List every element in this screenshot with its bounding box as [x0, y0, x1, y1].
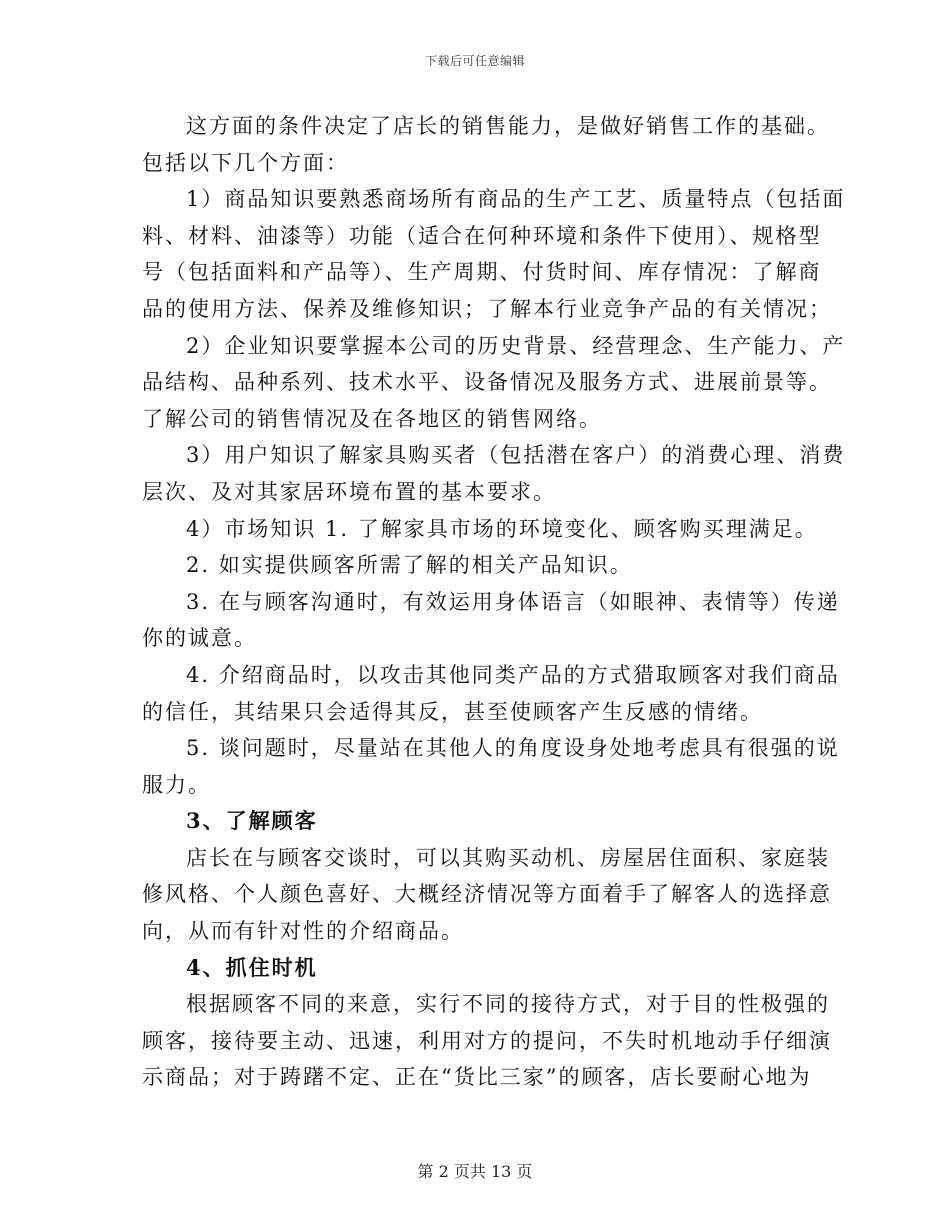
paragraph-line: 根据顾客不同的来意，实行不同的接待方式，对于目的性极强的: [186, 992, 830, 1017]
list-item-line: 4）市场知识 1. 了解家具市场的环境变化、顾客购买理满足。: [186, 516, 818, 541]
list-item-line: 层次、及对其家居环境布置的基本要求。: [142, 479, 556, 504]
page-header: 下载后可任意编辑: [424, 54, 525, 68]
section-heading: 4、抓住时机: [186, 954, 318, 980]
paragraph-line: 这方面的条件决定了店长的销售能力，是做好销售工作的基础。: [186, 114, 830, 138]
list-item-line: 品结构、品种系列、技术水平、设备情况及服务方式、进展前景等。: [142, 370, 832, 395]
paragraph-line: 示商品；对于踌躇不定、正在“货比三家”的顾客，店长要耐心地为: [142, 1065, 812, 1090]
paragraph-line: 修风格、个人颜色喜好、大概经济情况等方面着手了解客人的选择意: [142, 882, 832, 907]
paragraph-line: 店长在与顾客交谈时，可以其购买动机、房屋居住面积、家庭装: [186, 845, 830, 870]
section-heading: 3、了解顾客: [186, 808, 318, 834]
list-item-line: 1）商品知识要熟悉商场所有商品的生产工艺、质量特点（包括面: [186, 187, 846, 212]
list-item-line: 了解公司的销售情况及在各地区的销售网络。: [142, 406, 602, 431]
list-item-line: 号（包括面料和产品等）、生产周期、付货时间、库存情况：了解商: [142, 260, 822, 285]
list-item-line: 5. 谈问题时，尽量站在其他人的角度设身处地考虑具有很强的说: [186, 736, 840, 761]
list-item-line: 2）企业知识要掌握本公司的历史背景、经营理念、生产能力、产: [186, 333, 846, 358]
list-item-line: 品的使用方法、保养及维修知识；了解本行业竞争产品的有关情况；: [142, 296, 832, 321]
list-item-line: 2. 如实提供顾客所需了解的相关产品知识。: [186, 553, 633, 578]
list-item-line: 3. 在与顾客沟通时，有效运用身体语言（如眼神、表情等）传递: [186, 589, 840, 614]
list-item-line: 料、材料、油漆等）功能（适合在何种环境和条件下使用）、规格型: [142, 223, 822, 248]
document-body: [142, 108, 846, 1096]
paragraph-line: 包括以下几个方面：: [142, 150, 349, 175]
paragraph-line: 向，从而有针对性的介绍商品。: [142, 919, 464, 944]
list-item-line: 3）用户知识了解家具购买者（包括潜在客户）的消费心理、消费: [186, 443, 846, 468]
list-item-line: 4. 介绍商品时，以攻击其他同类产品的方式猎取顾客对我们商品: [186, 662, 840, 687]
paragraph-line: 顾客，接待要主动、迅速，利用对方的提问，不失时机地动手仔细演: [142, 1028, 832, 1053]
list-item-line: 你的诚意。: [142, 626, 257, 651]
page-footer: 第 2 页共 13 页: [417, 1162, 533, 1181]
list-item-line: 服力。: [142, 772, 211, 797]
list-item-line: 的信任，其结果只会适得其反，甚至使顾客产生反感的情绪。: [142, 699, 763, 724]
